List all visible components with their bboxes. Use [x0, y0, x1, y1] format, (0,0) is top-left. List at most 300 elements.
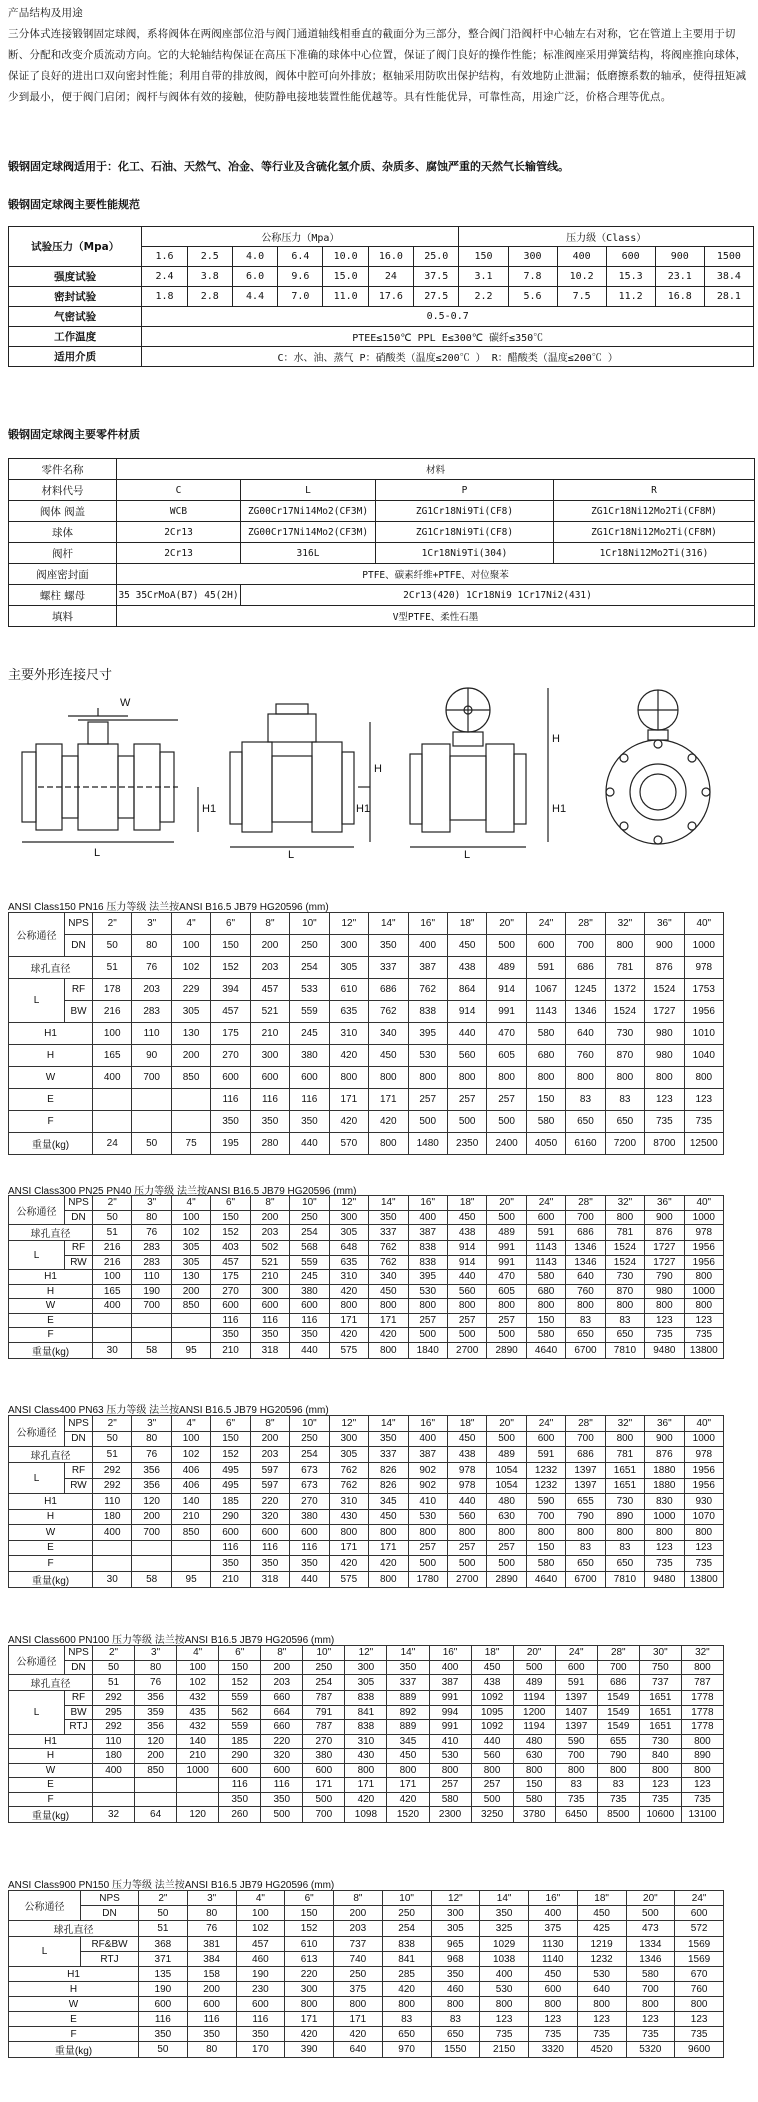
dimension-table: [8, 1890, 724, 2058]
l-cell: 1194: [513, 1691, 555, 1706]
l-cell: 1346: [566, 1241, 605, 1256]
e-cell: 83: [382, 2012, 431, 2027]
h1-cell: 140: [177, 1734, 219, 1749]
w-cell: 800: [334, 1997, 383, 2012]
l-cell: 1549: [597, 1720, 639, 1735]
h-cell: 210: [177, 1749, 219, 1764]
l-cell: 229: [171, 979, 210, 1001]
table-row: [9, 1494, 724, 1510]
table-row: [9, 1982, 724, 1997]
h-cell: 450: [369, 1045, 408, 1067]
f-cell: 650: [566, 1328, 605, 1343]
e-cell: 123: [480, 2012, 529, 2027]
e-cell: 150: [513, 1778, 555, 1793]
nps-cell: 6": [211, 1416, 250, 1432]
h-cell: 300: [285, 1982, 334, 1997]
l-cell: 1956: [684, 1463, 723, 1479]
dim-table-caption: ANSI Class400 PN63 压力等级 法兰按ANSI B16.5 JB79 HG20596 (mm): [8, 1405, 329, 1416]
h1-cell: 470: [487, 1023, 526, 1045]
f-cell: 500: [471, 1792, 513, 1807]
l-cell: 889: [387, 1691, 429, 1706]
l-cell: 787: [303, 1720, 345, 1735]
bore-cell: 325: [480, 1921, 529, 1937]
w-cell: 800: [597, 1763, 639, 1778]
weight-label: 重量(kg): [9, 1807, 93, 1823]
pressure-value: 150: [459, 247, 508, 267]
f-cell: 420: [387, 1792, 429, 1807]
bore-cell: 254: [290, 1225, 329, 1241]
part-material: 2Cr13: [117, 543, 241, 564]
l-cell: 1569: [675, 1937, 724, 1952]
weight-cell: 4640: [526, 1342, 565, 1358]
dn-cell: 50: [93, 935, 132, 957]
h-cell: 165: [93, 1284, 132, 1299]
nps-cell: 18": [577, 1891, 626, 1906]
weight-cell: 700: [303, 1807, 345, 1823]
e-cell: 123: [645, 1089, 684, 1111]
f-cell: 580: [526, 1556, 565, 1572]
table-row: [9, 1660, 724, 1675]
bore-cell: 203: [250, 1225, 289, 1241]
h-cell: 700: [526, 1509, 565, 1525]
table-row: [9, 1763, 724, 1778]
h1-cell: 350: [431, 1967, 480, 1982]
h-cell: 375: [334, 1982, 383, 1997]
h1-cell: 245: [290, 1023, 329, 1045]
dim-h-label: H: [374, 763, 382, 775]
weight-cell: 75: [171, 1133, 210, 1155]
bore-cell: 591: [555, 1675, 597, 1691]
h-cell: 420: [329, 1284, 368, 1299]
table-row: [9, 1937, 724, 1952]
weight-cell: 3250: [471, 1807, 513, 1823]
dn-cell: 600: [526, 1210, 565, 1225]
bore-cell: 102: [236, 1921, 285, 1937]
weight-cell: 58: [132, 1571, 171, 1587]
bore-cell: 686: [597, 1675, 639, 1691]
part-material: WCB: [117, 501, 241, 522]
h1-cell: 100: [93, 1023, 132, 1045]
bore-cell: 152: [219, 1675, 261, 1691]
weight-cell: 24: [93, 1133, 132, 1155]
dn-cell: 50: [139, 1906, 188, 1921]
f-cell: 580: [513, 1792, 555, 1807]
l-cell: 991: [429, 1720, 471, 1735]
table-row: [9, 1023, 724, 1045]
table-row: [9, 957, 724, 979]
w-cell: 800: [487, 1067, 526, 1089]
dn-cell: 150: [285, 1906, 334, 1921]
l-label: L: [9, 1691, 65, 1735]
bore-cell: 102: [171, 1225, 210, 1241]
nps-cell: 20": [626, 1891, 675, 1906]
h-cell: 270: [211, 1284, 250, 1299]
parts-table: [8, 458, 755, 627]
bore-cell: 203: [261, 1675, 303, 1691]
weight-cell: 500: [261, 1807, 303, 1823]
material-code: L: [241, 480, 376, 501]
pressure-value: 600: [606, 247, 655, 267]
l-cell: 610: [285, 1937, 334, 1952]
h-cell: 760: [566, 1284, 605, 1299]
dn-cell: 900: [645, 1210, 684, 1225]
weight-cell: 64: [135, 1807, 177, 1823]
f-cell: 420: [334, 2027, 383, 2042]
weight-cell: 390: [285, 2042, 334, 2058]
table-row: [9, 1478, 724, 1494]
l-cell: 1727: [645, 1001, 684, 1023]
table-row: [9, 1133, 724, 1155]
w-cell: 800: [369, 1067, 408, 1089]
table-row: [9, 1089, 724, 1111]
perf-cell: 6.0: [232, 267, 277, 287]
nps-cell: 12": [329, 1196, 368, 1211]
l-cell: 1956: [684, 1001, 723, 1023]
h1-cell: 410: [408, 1494, 447, 1510]
l-cell: 892: [387, 1705, 429, 1720]
l-cell: 562: [219, 1705, 261, 1720]
e-cell: 83: [431, 2012, 480, 2027]
dn-cell: 350: [369, 935, 408, 957]
l-cell: 968: [431, 1952, 480, 1967]
f-cell: 735: [529, 2027, 578, 2042]
dimension-table: [8, 1415, 724, 1588]
h-cell: 90: [132, 1045, 171, 1067]
nps-cell: 10": [290, 913, 329, 935]
h-cell: 560: [447, 1045, 486, 1067]
f-cell: 350: [211, 1111, 250, 1133]
weight-cell: 3320: [529, 2042, 578, 2058]
w-cell: 800: [447, 1299, 486, 1314]
h1-cell: 470: [487, 1270, 526, 1285]
weight-cell: 95: [171, 1342, 210, 1358]
l-cell: 762: [369, 1241, 408, 1256]
f-cell: 500: [447, 1111, 486, 1133]
bore-label: 球孔直径: [9, 1675, 93, 1691]
l-cell: 838: [382, 1937, 431, 1952]
l-cell: 597: [250, 1463, 289, 1479]
l-cell: 635: [329, 1001, 368, 1023]
bore-cell: 489: [513, 1675, 555, 1691]
h1-cell: 395: [408, 1023, 447, 1045]
l-cell: 1346: [566, 1255, 605, 1270]
table-row: [9, 2027, 724, 2042]
dn-cell: 400: [408, 1431, 447, 1447]
l-cell: 432: [177, 1720, 219, 1735]
nps-cell: 6": [285, 1891, 334, 1906]
h1-cell: 110: [132, 1023, 171, 1045]
valve-drawing-gear-front: [410, 688, 548, 847]
h1-cell: 250: [334, 1967, 383, 1982]
h1-cell: 245: [290, 1270, 329, 1285]
f-cell: 350: [290, 1111, 329, 1133]
nps-cell: 2": [139, 1891, 188, 1906]
l-cell: 1130: [529, 1937, 578, 1952]
w-cell: 800: [408, 1525, 447, 1541]
h-cell: 380: [303, 1749, 345, 1764]
l-cell: 502: [250, 1241, 289, 1256]
h1-cell: 220: [285, 1967, 334, 1982]
h1-cell: 530: [577, 1967, 626, 1982]
h1-cell: 345: [387, 1734, 429, 1749]
dn-cell: 80: [135, 1660, 177, 1675]
h1-cell: 830: [645, 1494, 684, 1510]
w-cell: 600: [290, 1067, 329, 1089]
weight-cell: 2890: [487, 1571, 526, 1587]
h-cell: 790: [566, 1509, 605, 1525]
weight-cell: 13800: [684, 1342, 723, 1358]
part-material: 1Cr18Ni12Mo2Ti(316): [554, 543, 755, 564]
w-cell: 600: [139, 1997, 188, 2012]
h-cell: 605: [487, 1284, 526, 1299]
l-cell: 1956: [684, 1241, 723, 1256]
w-cell: 800: [684, 1525, 723, 1541]
weight-cell: 2300: [429, 1807, 471, 1823]
l-cell: 178: [93, 979, 132, 1001]
application-text: 锻钢固定球阀适用于：化工、石油、天然气、冶金、等行业及含硫化氢介质、杂质多、腐蚀严重的天然气长输管线。: [8, 160, 569, 173]
w-cell: 700: [132, 1299, 171, 1314]
l-cell: 568: [290, 1241, 329, 1256]
l-cell: 406: [171, 1478, 210, 1494]
h-cell: 290: [219, 1749, 261, 1764]
part-material: ZG00Cr17Ni14Mo2(CF3M): [241, 501, 376, 522]
w-label: W: [9, 1525, 93, 1541]
pressure-value: 4.0: [232, 247, 277, 267]
table-row: [9, 1734, 724, 1749]
dn-label: DN: [65, 1660, 93, 1675]
l-cell: 762: [329, 1478, 368, 1494]
rtj-label: RTJ: [65, 1720, 93, 1735]
l-cell: 521: [250, 1255, 289, 1270]
weight-cell: 8700: [645, 1133, 684, 1155]
w-cell: 700: [132, 1067, 171, 1089]
perf-cell: 7.8: [508, 267, 557, 287]
h-cell: 190: [139, 1982, 188, 1997]
l-cell: 889: [387, 1720, 429, 1735]
table-row: [9, 1210, 724, 1225]
e-cell: 83: [566, 1313, 605, 1328]
table-row: [9, 1111, 724, 1133]
bore-cell: 102: [177, 1675, 219, 1691]
w-cell: 800: [369, 1525, 408, 1541]
l-cell: 838: [345, 1691, 387, 1706]
rf-label: RF: [65, 1463, 93, 1479]
dn-cell: 500: [487, 1210, 526, 1225]
nps-label: NPS: [65, 1646, 93, 1661]
e-cell: [93, 1778, 135, 1793]
rf-label: RF: [65, 1691, 93, 1706]
h-cell: 680: [526, 1045, 565, 1067]
l-cell: 292: [93, 1463, 132, 1479]
dn-cell: 600: [526, 935, 565, 957]
weight-cell: 13800: [684, 1571, 723, 1587]
l-cell: 826: [369, 1463, 408, 1479]
h1-cell: 310: [329, 1270, 368, 1285]
w-cell: 600: [250, 1067, 289, 1089]
e-cell: [132, 1089, 171, 1111]
pressure-value: 1500: [704, 247, 753, 267]
dn-cell: 500: [487, 935, 526, 957]
weight-cell: 1840: [408, 1342, 447, 1358]
perf-row-label: 密封试验: [9, 287, 142, 307]
weight-label: 重量(kg): [9, 2042, 139, 2058]
l-cell: 660: [261, 1691, 303, 1706]
l-cell: 994: [429, 1705, 471, 1720]
nps-cell: 6": [219, 1646, 261, 1661]
h1-cell: 130: [171, 1023, 210, 1045]
h-cell: 1070: [684, 1509, 723, 1525]
f-cell: [93, 1792, 135, 1807]
nps-cell: 10": [303, 1646, 345, 1661]
l-cell: 1549: [597, 1691, 639, 1706]
e-cell: 116: [236, 2012, 285, 2027]
bw-label: BW: [65, 1001, 93, 1023]
nps-cell: 10": [290, 1196, 329, 1211]
l-cell: 1346: [626, 1952, 675, 1967]
bore-cell: 305: [329, 1225, 368, 1241]
bore-cell: 591: [526, 957, 565, 979]
bore-cell: 387: [408, 1447, 447, 1463]
f-cell: 500: [408, 1328, 447, 1343]
nps-cell: 4": [236, 1891, 285, 1906]
l-cell: 787: [303, 1691, 345, 1706]
h-label: H: [9, 1749, 93, 1764]
e-cell: 150: [526, 1540, 565, 1556]
h-cell: 530: [480, 1982, 529, 1997]
l-cell: 1549: [597, 1705, 639, 1720]
dn-cell: 350: [480, 1906, 529, 1921]
bore-cell: 76: [135, 1675, 177, 1691]
dn-cell: 80: [187, 1906, 236, 1921]
bore-cell: 425: [577, 1921, 626, 1937]
e-cell: 171: [285, 2012, 334, 2027]
f-cell: 650: [566, 1556, 605, 1572]
table-row: [9, 1891, 724, 1906]
bore-cell: 387: [429, 1675, 471, 1691]
e-label: E: [9, 1313, 93, 1328]
h1-cell: 730: [605, 1494, 644, 1510]
table-row: [9, 1431, 724, 1447]
w-cell: 850: [171, 1067, 210, 1089]
f-cell: 350: [290, 1556, 329, 1572]
f-label: F: [9, 1556, 93, 1572]
table-row: [9, 1792, 724, 1807]
l-cell: 673: [290, 1463, 329, 1479]
l-cell: 283: [132, 1001, 171, 1023]
f-cell: 650: [382, 2027, 431, 2042]
h1-cell: 190: [236, 1967, 285, 1982]
h-cell: 870: [605, 1284, 644, 1299]
e-cell: 116: [290, 1313, 329, 1328]
l-cell: 292: [93, 1691, 135, 1706]
weight-cell: 440: [290, 1342, 329, 1358]
l-cell: 1778: [681, 1691, 723, 1706]
l-cell: 1569: [675, 1952, 724, 1967]
h1-cell: 640: [566, 1023, 605, 1045]
weight-cell: 1550: [431, 2042, 480, 2058]
dn-cell: 250: [290, 1210, 329, 1225]
dimension-table: [8, 912, 724, 1155]
valve-drawing-flange-view: [606, 690, 710, 844]
h1-cell: 440: [471, 1734, 513, 1749]
table-row: [9, 1921, 724, 1937]
nps-label: NPS: [81, 1891, 139, 1906]
perf-cell: 9.6: [278, 267, 323, 287]
e-cell: 171: [345, 1778, 387, 1793]
packing-value: V型PTFE、柔性石墨: [117, 606, 755, 627]
h1-label: H1: [9, 1967, 139, 1982]
l-cell: 559: [290, 1001, 329, 1023]
dn-cell: 80: [132, 935, 171, 957]
weight-cell: 318: [250, 1571, 289, 1587]
nps-cell: 6": [211, 1196, 250, 1211]
table-row: [9, 1342, 724, 1358]
media-value: C：水、油、蒸气 P：硝酸类（温度≤200℃ ） R：醋酸类（温度≤200℃ ）: [142, 347, 754, 367]
dn-cell: 600: [526, 1431, 565, 1447]
l-cell: 384: [187, 1952, 236, 1967]
dn-cell: 100: [171, 1210, 210, 1225]
l-cell: 1038: [480, 1952, 529, 1967]
h1-cell: 158: [187, 1967, 236, 1982]
nps-cell: 36": [645, 913, 684, 935]
perf-cell: 3.1: [459, 267, 508, 287]
l-cell: 203: [132, 979, 171, 1001]
table-row: [9, 935, 724, 957]
perf-cell: 27.5: [414, 287, 459, 307]
bore-cell: 152: [211, 1225, 250, 1241]
e-cell: 116: [211, 1313, 250, 1328]
dn-cell: 150: [211, 1210, 250, 1225]
nps-cell: 10": [382, 1891, 431, 1906]
h1-cell: 395: [408, 1270, 447, 1285]
l-cell: 1397: [555, 1691, 597, 1706]
nps-cell: 20": [487, 913, 526, 935]
dim-l-label: L: [94, 847, 101, 859]
f-cell: 500: [408, 1111, 447, 1133]
e-cell: 171: [369, 1089, 408, 1111]
nps-cell: 20": [513, 1646, 555, 1661]
perf-cell: 2.8: [187, 287, 232, 307]
bore-label: 球孔直径: [9, 1447, 93, 1463]
h1-cell: 140: [171, 1494, 210, 1510]
l-cell: 305: [171, 1001, 210, 1023]
l-cell: 686: [369, 979, 408, 1001]
l-cell: 864: [447, 979, 486, 1001]
w-cell: 700: [132, 1525, 171, 1541]
nps-cell: 40": [684, 1196, 723, 1211]
l-cell: 533: [290, 979, 329, 1001]
weight-cell: 1098: [345, 1807, 387, 1823]
w-cell: 800: [684, 1067, 723, 1089]
l-cell: 1778: [681, 1705, 723, 1720]
nps-cell: 6": [211, 913, 250, 935]
l-cell: 762: [408, 979, 447, 1001]
weight-cell: 2150: [480, 2042, 529, 2058]
l-cell: 1880: [645, 1478, 684, 1494]
w-cell: 800: [369, 1299, 408, 1314]
weight-cell: 80: [187, 2042, 236, 2058]
w-cell: 800: [681, 1763, 723, 1778]
e-cell: 257: [408, 1089, 447, 1111]
nps-cell: 28": [597, 1646, 639, 1661]
e-cell: 171: [369, 1540, 408, 1556]
weight-cell: 800: [369, 1571, 408, 1587]
dn-cell: 250: [382, 1906, 431, 1921]
l-cell: 991: [487, 1255, 526, 1270]
perf-row: [9, 287, 754, 307]
dim-table-caption: ANSI Class150 PN16 压力等级 法兰按ANSI B16.5 JB79 HG20596 (mm): [8, 902, 329, 913]
e-cell: [132, 1313, 171, 1328]
